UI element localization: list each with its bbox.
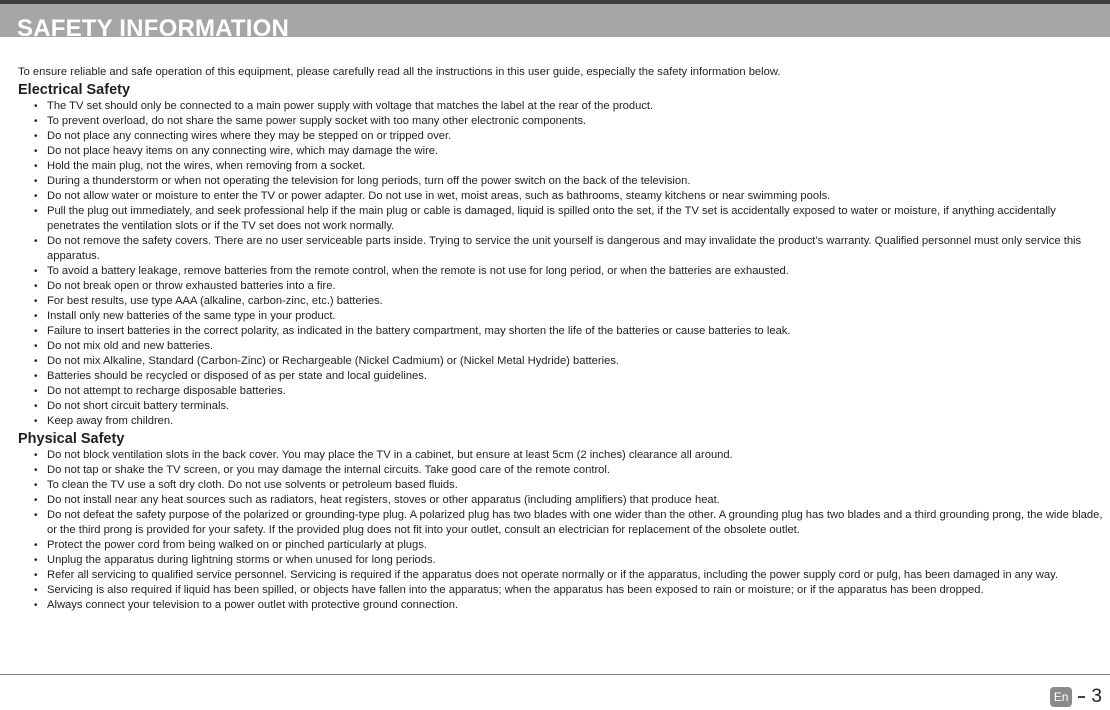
list-item: • To prevent overload, do not share the same power supply socket with too many other electronic components. <box>18 114 1110 129</box>
section-heading: Electrical Safety <box>18 82 131 98</box>
list-item: • Do not defeat the safety purpose of the polarized or grounding-type plug. A polarized plug has two blades with one wider than the other. A grounding plug has two blades and a third grounding prong, the wide blade, or the third prong is provided for your safety. If the provided plug does not fit into your outlet, consult an electrician for replacement of the obsolete outlet. <box>18 508 1110 538</box>
list-item: • Servicing is also required if liquid has been spilled, or objects have fallen into the apparatus; when the apparatus has been exposed to rain or moisture; or if the apparatus has been dropped. <box>18 583 1110 598</box>
bottom-rule <box>0 674 1110 675</box>
list-item: • Do not block ventilation slots in the back cover. You may place the TV in a cabinet, but ensure at least 5cm (2 inches) clearance all around. <box>18 448 1110 463</box>
list-item: • Refer all servicing to qualified service personnel. Servicing is required if the apparatus does not operate normally or if the apparatus, including the power supply cord or pulg, has been damaged in any way. <box>18 568 1110 583</box>
list-item: • To clean the TV use a soft dry cloth. Do not use solvents or petroleum based fluids. <box>18 478 1110 493</box>
list-item: • Do not short circuit battery terminals. <box>18 399 1110 414</box>
list-item: • Do not mix old and new batteries. <box>18 339 1110 354</box>
list-item: • Do not install near any heat sources such as radiators, heat registers, stoves or other apparatus (including amplifiers) that produce heat. <box>18 493 1110 508</box>
list-item: • Do not mix Alkaline, Standard (Carbon-Zinc) or Rechargeable (Nickel Cadmium) or (Nickel Metal Hydride) batteries. <box>18 354 1110 369</box>
list-item: • Do not attempt to recharge disposable batteries. <box>18 384 1110 399</box>
list-item: • Hold the main plug, not the wires, when removing from a socket. <box>18 159 1110 174</box>
list-item: • Keep away from children. <box>18 414 1110 429</box>
list-item: • Unplug the apparatus during lightning storms or when unused for long periods. <box>18 553 1110 568</box>
bullet-list <box>18 448 1110 613</box>
list-item: • The TV set should only be connected to a main power supply with voltage that matches the label at the rear of the product. <box>18 99 1110 114</box>
list-item: • Failure to insert batteries in the correct polarity, as indicated in the battery compartment, may shorten the life of the batteries or cause batteries to leak. <box>18 324 1110 339</box>
header-band <box>0 4 1110 37</box>
list-item: • Do not allow water or moisture to enter the TV or power adapter. Do not use in wet, moist areas, such as bathrooms, steamy kitchens or near swimming pools. <box>18 189 1110 204</box>
page-dash <box>1078 696 1085 698</box>
list-item: • Do not tap or shake the TV screen, or you may damage the internal circuits. Take good care of the remote control. <box>18 463 1110 478</box>
list-item: • Do not remove the safety covers. There are no user serviceable parts inside. Trying to service the unit yourself is dangerous and may invalidate the product’s warranty. Qualified personnel must only service this apparatus. <box>18 234 1110 264</box>
list-item: • Always connect your television to a power outlet with protective ground connection. <box>18 598 1110 613</box>
page-title: SAFETY INFORMATION <box>17 15 290 37</box>
list-item: • For best results, use type AAA (alkaline, carbon-zinc, etc.) batteries. <box>18 294 1110 309</box>
intro-paragraph: To ensure reliable and safe operation of this equipment, please carefully read all the instructions in this user guide, especially the safety information below. <box>18 66 781 78</box>
list-item: • Do not place heavy items on any connecting wire, which may damage the wire. <box>18 144 1110 159</box>
page-footer <box>1050 686 1102 708</box>
bullet-list <box>18 99 1110 429</box>
list-item: • Batteries should be recycled or disposed of as per state and local guidelines. <box>18 369 1110 384</box>
page-number: 3 <box>1091 686 1102 707</box>
list-item: • Do not place any connecting wires where they may be stepped on or tripped over. <box>18 129 1110 144</box>
list-item: • Install only new batteries of the same type in your product. <box>18 309 1110 324</box>
language-badge: En <box>1050 687 1073 707</box>
section-heading: Physical Safety <box>18 431 125 447</box>
list-item: • To avoid a battery leakage, remove batteries from the remote control, when the remote is not use for long period, or when the batteries are exhausted. <box>18 264 1110 279</box>
sections-container <box>18 82 1110 613</box>
list-item: • Protect the power cord from being walked on or pinched particularly at plugs. <box>18 538 1110 553</box>
document-body <box>18 65 1110 613</box>
list-item: • Do not break open or throw exhausted batteries into a fire. <box>18 279 1110 294</box>
list-item: • Pull the plug out immediately, and seek professional help if the main plug or cable is damaged, liquid is spilled onto the set, if the TV set is accidentally exposed to water or moisture, if anything accidentally penetrates the ventilation slots or if the TV set does not work normally. <box>18 204 1110 234</box>
list-item: • During a thunderstorm or when not operating the television for long periods, turn off the power switch on the back of the television. <box>18 174 1110 189</box>
